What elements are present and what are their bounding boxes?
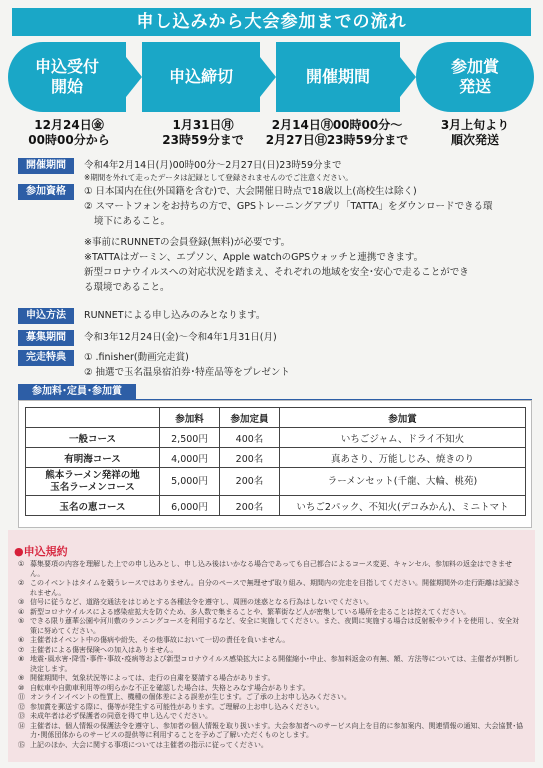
tag-method: 申込方法 bbox=[18, 308, 74, 324]
bonus-line: ① .finisher(動画完走賞) bbox=[84, 352, 189, 363]
rule-number: ① bbox=[18, 560, 25, 568]
rule-item bbox=[18, 608, 526, 618]
rule-number: ⑧ bbox=[18, 655, 25, 663]
rule-text: 自転車や自動車利用等の明らかな不正を確認した場合は、失格とみなす場合があります。 bbox=[30, 683, 310, 692]
tag-recruit: 募集期間 bbox=[18, 330, 74, 346]
course-name: 玉名の恵コース bbox=[26, 496, 160, 516]
qual-line: ※TATTAはガーミン、エプソン、Apple watchのGPSウォッチと連携できます。 bbox=[84, 252, 424, 263]
table-row bbox=[26, 468, 526, 496]
fees-heading: 参加料･定員･参加賞 bbox=[18, 384, 136, 400]
rule-text: 開催期間中、気象状況等によっては、走行の自粛を要請する場合があります。 bbox=[30, 674, 275, 682]
rule-item bbox=[18, 646, 526, 656]
rule-text: 未成年者は必ず保護者の同意を得て申し込んでください。 bbox=[30, 712, 212, 720]
rule-item bbox=[18, 598, 526, 608]
arrow-right-icon bbox=[126, 57, 142, 97]
rules-list bbox=[18, 560, 526, 750]
step-label: 開始 bbox=[50, 77, 83, 96]
course-name: 一般コース bbox=[26, 428, 160, 448]
step-label: 申込締切 bbox=[168, 67, 233, 86]
rule-item bbox=[18, 674, 526, 684]
course-fee: 6,000円 bbox=[160, 496, 220, 516]
rule-item bbox=[18, 684, 526, 694]
rule-text: 主催者による傷害保険への加入はありません。 bbox=[30, 645, 178, 654]
rule-number: ⑪ bbox=[18, 693, 25, 701]
rule-text: このイベントはタイムを競うレースではありません。自分のペースで無理せず取り組み、期間内の完走を目指してください。開催期間外の走行距離は記録されません。 bbox=[30, 579, 520, 597]
step-prize-shipping bbox=[416, 42, 534, 112]
info-section bbox=[18, 158, 533, 382]
course-capacity: 200名 bbox=[220, 496, 280, 516]
table-row bbox=[26, 448, 526, 468]
rule-item bbox=[18, 617, 526, 636]
rule-item bbox=[18, 741, 526, 751]
qual-line: 新型コロナウイルスへの対応状況を踏まえ、それぞれの地域を安全･安心で走ることができ bbox=[84, 267, 469, 278]
course-capacity: 200名 bbox=[220, 448, 280, 468]
fees-table-box bbox=[18, 400, 532, 528]
tag-period: 開催期間 bbox=[18, 158, 74, 174]
step-event-period bbox=[276, 42, 400, 112]
course-prize: いちご2パック、不知火(デコみかん)、ミニトマト bbox=[280, 496, 526, 516]
date-apply-end: 1月31日㊊ 23時59分まで bbox=[162, 118, 244, 147]
rule-number: ⑤ bbox=[18, 617, 25, 625]
arrow-right-icon bbox=[400, 57, 416, 97]
course-prize: いちごジャム、ドライ不知火 bbox=[280, 428, 526, 448]
qual-line: ① 日本国内在住(外国籍を含む)で、大会開催日時点で18歳以上(高校生は除く) bbox=[84, 186, 417, 197]
rule-number: ⑬ bbox=[18, 712, 25, 720]
step-label: 開催期間 bbox=[305, 67, 370, 86]
course-name: 熊本ラーメン発祥の地 玉名ラーメンコース bbox=[26, 468, 160, 496]
row-period bbox=[18, 158, 533, 184]
rule-number: ⑨ bbox=[18, 674, 25, 682]
step-apply-end bbox=[142, 42, 260, 112]
table-header: 参加定員 bbox=[220, 408, 280, 428]
rule-text: 上記のほか、大会に関する事項については主催者の指示に従ってください。 bbox=[30, 740, 268, 749]
rule-text: 信号に従うなど、道路交通法をはじめとする各種法令を遵守し、周囲の迷惑となる行為はしないでください。 bbox=[30, 598, 373, 606]
rule-text: 募集要項の内容を理解した上での申し込みとし、申し込み後はいかなる場合であっても自己都合によるコース変更、キャンセル、参加料の返金はできません。 bbox=[30, 560, 513, 578]
flow-steps bbox=[8, 42, 535, 114]
course-name: 有明海コース bbox=[26, 448, 160, 468]
rule-text: 主催者はイベント中の傷病や紛失、その他事故において一切の責任を負いません。 bbox=[30, 636, 290, 644]
step-apply-start bbox=[8, 42, 126, 112]
period-text: 令和4年2月14日(月)00時00分～2月27日(日)23時59分まで bbox=[84, 160, 342, 171]
step-label: 申込受付 bbox=[34, 57, 99, 76]
arrow-right-icon bbox=[260, 57, 276, 97]
rule-number: ⑥ bbox=[18, 636, 25, 644]
row-method bbox=[18, 308, 533, 330]
qual-line: 境下にあること。 bbox=[94, 216, 171, 227]
table-header: 参加料 bbox=[160, 408, 220, 428]
course-fee: 4,000円 bbox=[160, 448, 220, 468]
rule-item bbox=[18, 722, 526, 741]
course-prize: ラーメンセット(千龍、大輪、桃苑) bbox=[280, 468, 526, 496]
rule-text: 地震･風水害･降雪･事件･事故･疫病等および新型コロナウイルス感染拡大による開催縮小･中止、参加料返金の有無、額、方法等については、主催者が判断し決定します。 bbox=[30, 655, 520, 673]
rule-item bbox=[18, 560, 526, 579]
date-apply-start: 12月24日㊎ 00時00分から bbox=[28, 118, 110, 147]
rule-number: ⑫ bbox=[18, 702, 25, 711]
rule-number: ⑮ bbox=[18, 740, 25, 749]
course-prize: 真あさり、万能しじみ、焼きのり bbox=[280, 448, 526, 468]
rule-number: ⑩ bbox=[18, 683, 25, 692]
date-prize: 3月上旬より 順次発送 bbox=[440, 118, 510, 147]
rule-text: オンラインイベントの性質上、機種の個体差による誤差が生じます。ご了承の上お申し込みください。 bbox=[30, 693, 351, 701]
qual-line: ② スマートフォンをお持ちの方で、GPSトレーニングアプリ「TATTA」をダウンロードできる環 bbox=[84, 201, 493, 212]
table-row bbox=[26, 428, 526, 448]
table-header: 参加賞 bbox=[280, 408, 526, 428]
table-row bbox=[26, 496, 526, 516]
fees-table bbox=[25, 407, 526, 516]
rule-item bbox=[18, 579, 526, 598]
table-header-row bbox=[26, 408, 526, 428]
course-capacity: 400名 bbox=[220, 428, 280, 448]
course-fee: 2,500円 bbox=[160, 428, 220, 448]
rule-item bbox=[18, 712, 526, 722]
tag-qualification: 参加資格 bbox=[18, 184, 74, 200]
qual-line: ※事前にRUNNETの会員登録(無料)が必要です。 bbox=[84, 237, 291, 248]
method-text: RUNNETによる申し込みのみとなります。 bbox=[84, 310, 266, 321]
rule-item bbox=[18, 655, 526, 674]
period-note: ※期間を外れて走ったデータは記録として登録されませんのでご注意ください。 bbox=[84, 173, 353, 182]
bonus-line: ② 抽選で玉名温泉宿泊券･特産品等をプレゼント bbox=[84, 367, 290, 378]
rule-text: 主催者は、個人情報の保護法令を遵守し、参加者の個人情報を取り扱います。大会参加者へのサービス向上を目的に参加案内、関連情報の通知、大会協賛･協力･関係団体からのサービスの提供等に利用することを予めご了解いただくものとします。 bbox=[30, 721, 523, 739]
date-event-period: 2月14日㊊00時00分～ 2月27日㊐23時59分まで bbox=[265, 118, 409, 147]
row-recruit bbox=[18, 330, 533, 350]
rule-text: 新型コロナウイルスによる感染症拡大を防ぐため、多人数で集まることや、繁華街など人が密集している場所を走ることは控えてください。 bbox=[30, 607, 471, 616]
rule-number: ② bbox=[18, 579, 25, 587]
rule-number: ⑦ bbox=[18, 645, 25, 654]
qual-line: る環境であること。 bbox=[84, 282, 170, 293]
step-label: 発送 bbox=[458, 77, 491, 96]
recruit-text: 令和3年12月24日(金)～令和4年1月31日(月) bbox=[84, 332, 277, 343]
row-qualification bbox=[18, 184, 533, 308]
rule-text: できる限り蓮華公園や河川敷のランニングコースを利用するなど、安全に実施してください。また、夜間に実施する場合は反射板やライトを使用し、安全対策に努めてください。 bbox=[30, 617, 520, 635]
rule-number: ④ bbox=[18, 607, 25, 616]
page-banner: 申し込みから大会参加までの流れ bbox=[12, 8, 531, 36]
course-fee: 5,000円 bbox=[160, 468, 220, 496]
rules-title: ●申込規約 bbox=[14, 545, 68, 558]
rule-number: ③ bbox=[18, 598, 25, 606]
tag-bonus: 完走特典 bbox=[18, 350, 74, 366]
course-capacity: 200名 bbox=[220, 468, 280, 496]
step-dates bbox=[0, 118, 543, 152]
step-label: 参加賞 bbox=[450, 57, 499, 76]
rule-item bbox=[18, 693, 526, 703]
table-header bbox=[26, 408, 160, 428]
rule-text: 参加賞を郵送する際に、傷等が発生する可能性があります。ご理解の上お申し込みください。 bbox=[30, 702, 324, 711]
rule-item bbox=[18, 636, 526, 646]
row-bonus bbox=[18, 350, 533, 382]
rule-item bbox=[18, 703, 526, 713]
rule-number: ⑭ bbox=[18, 721, 25, 730]
